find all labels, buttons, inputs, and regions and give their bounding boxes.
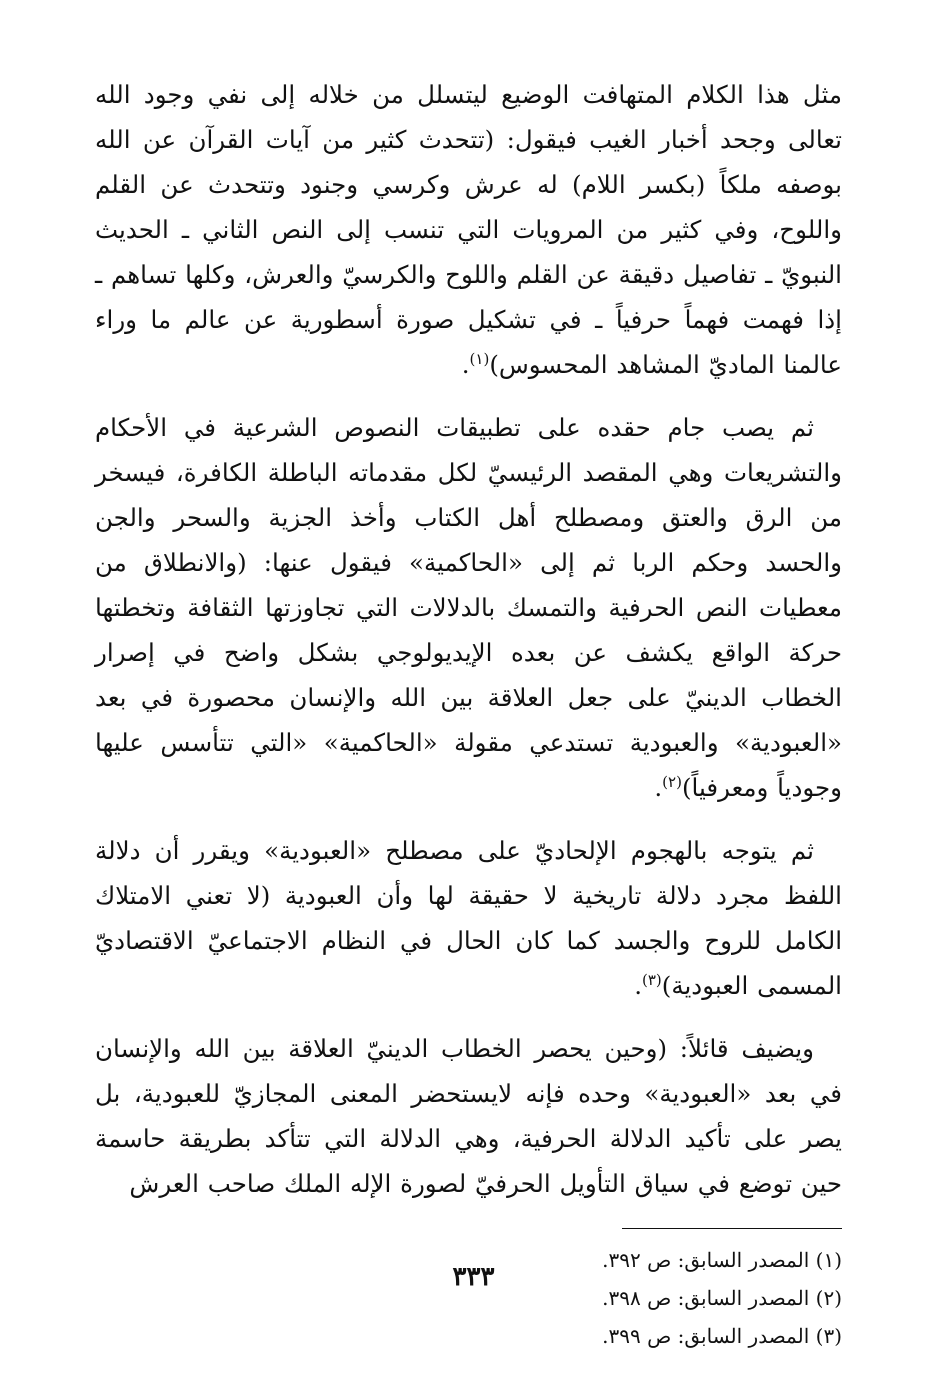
paragraph-text: مثل هذا الكلام المتهافت الوضيع ليتسلل من خلاله إلى نفي وجود الله تعالى وجحد أخبار الغيب فيقول: (تتحدث كثير من آيات القرآن عن الله بوصفه ملكاً (بكسر اللام) له عرش وكرسي وجنود وتتحدث عن القلم واللوح، وفي كثير من المرويات التي تنسب إلى النص الثاني ـ الحديث النبويّ ـ تفاصيل دقيقة عن القلم واللوح والكرسيّ والعرش، وكلها تساهم ـ إذا فهمت فهماً حرفياً ـ في تشكيل صورة أسطورية عن عالم ما وراء عالمنا الماديّ المشاهد المحسوس)	[94, 80, 842, 379]
footnote-divider	[622, 1228, 842, 1229]
paragraph-end: .	[654, 773, 663, 802]
paragraph-3	[95, 828, 842, 1008]
footnote-text: المصدر السابق: ص ٣٩٩.	[602, 1324, 810, 1348]
paragraph-1	[95, 72, 842, 387]
paragraph-4	[95, 1026, 842, 1206]
footnote-text: المصدر السابق: ص ٣٩٢.	[602, 1248, 810, 1272]
footnote-reference: (٣)	[641, 970, 662, 989]
footnotes	[95, 1241, 842, 1355]
paragraph-text: ويضيف قائلاً: (وحين يحصر الخطاب الدينيّ العلاقة بين الله والإنسان في بعد «العبودية» وحده فإنه لايستحضر المعنى المجازيّ للعبودية، بل يصر على تأكيد الدلالة الحرفية، وهي الدلالة التي تتأكد بطريقة حاسمة حين توضع في سياق التأويل الحرفيّ لصورة الإله الملك صاحب العرش	[95, 1034, 842, 1198]
footnote-number: (٣)	[815, 1324, 842, 1348]
paragraph-text: ثم يتوجه بالهجوم الإلحاديّ على مصطلح «العبودية» ويقرر أن دلالة اللفظ مجرد دلالة تاريخية لا حقيقة لها وأن العبودية (لا تعني الامتلاك الكامل للروح والجسد كما كان الحال في النظام الاجتماعيّ الاقتصاديّ المسمى العبودية)	[95, 836, 842, 1000]
footnote-number: (٢)	[815, 1286, 842, 1310]
page-number: ٣٣٣	[452, 1262, 495, 1292]
footnote-reference: (٢)	[662, 772, 682, 791]
paragraph-text: ثم يصب جام حقده على تطبيقات النصوص الشرعية في الأحكام والتشريعات وهي المقصد الرئيسيّ لكل مقدماته الباطلة الكافرة، فيسخر من الرق والعتق ومصطلح أهل الكتاب وأخذ الجزية والسحر والجن والحسد وحكم الربا ثم إلى «الحاكمية» فيقول عنها: (والانطلاق من معطيات النص الحرفية والتمسك بالدلالات التي تجاوزتها الثقافة وتخطتها حركة الواقع يكشف عن بعده الإيديولوجي بشكل واضح في إصرار الخطاب الدينيّ على جعل العلاقة بين الله والإنسان محصورة في بعد «العبودية» والعبودية تستدعي مقولة «الحاكمية» «التي تتأسس عليها وجودياً ومعرفياً)	[95, 413, 842, 802]
footnote-3	[95, 1317, 842, 1355]
footnote-text: المصدر السابق: ص ٣٩٨.	[602, 1286, 810, 1310]
paragraph-end: .	[461, 350, 470, 379]
main-text	[95, 72, 842, 1206]
paragraph-end: .	[634, 971, 642, 1000]
footnote-reference: (١)	[469, 349, 490, 368]
paragraph-2	[95, 405, 842, 810]
footnote-number: (١)	[815, 1248, 842, 1272]
